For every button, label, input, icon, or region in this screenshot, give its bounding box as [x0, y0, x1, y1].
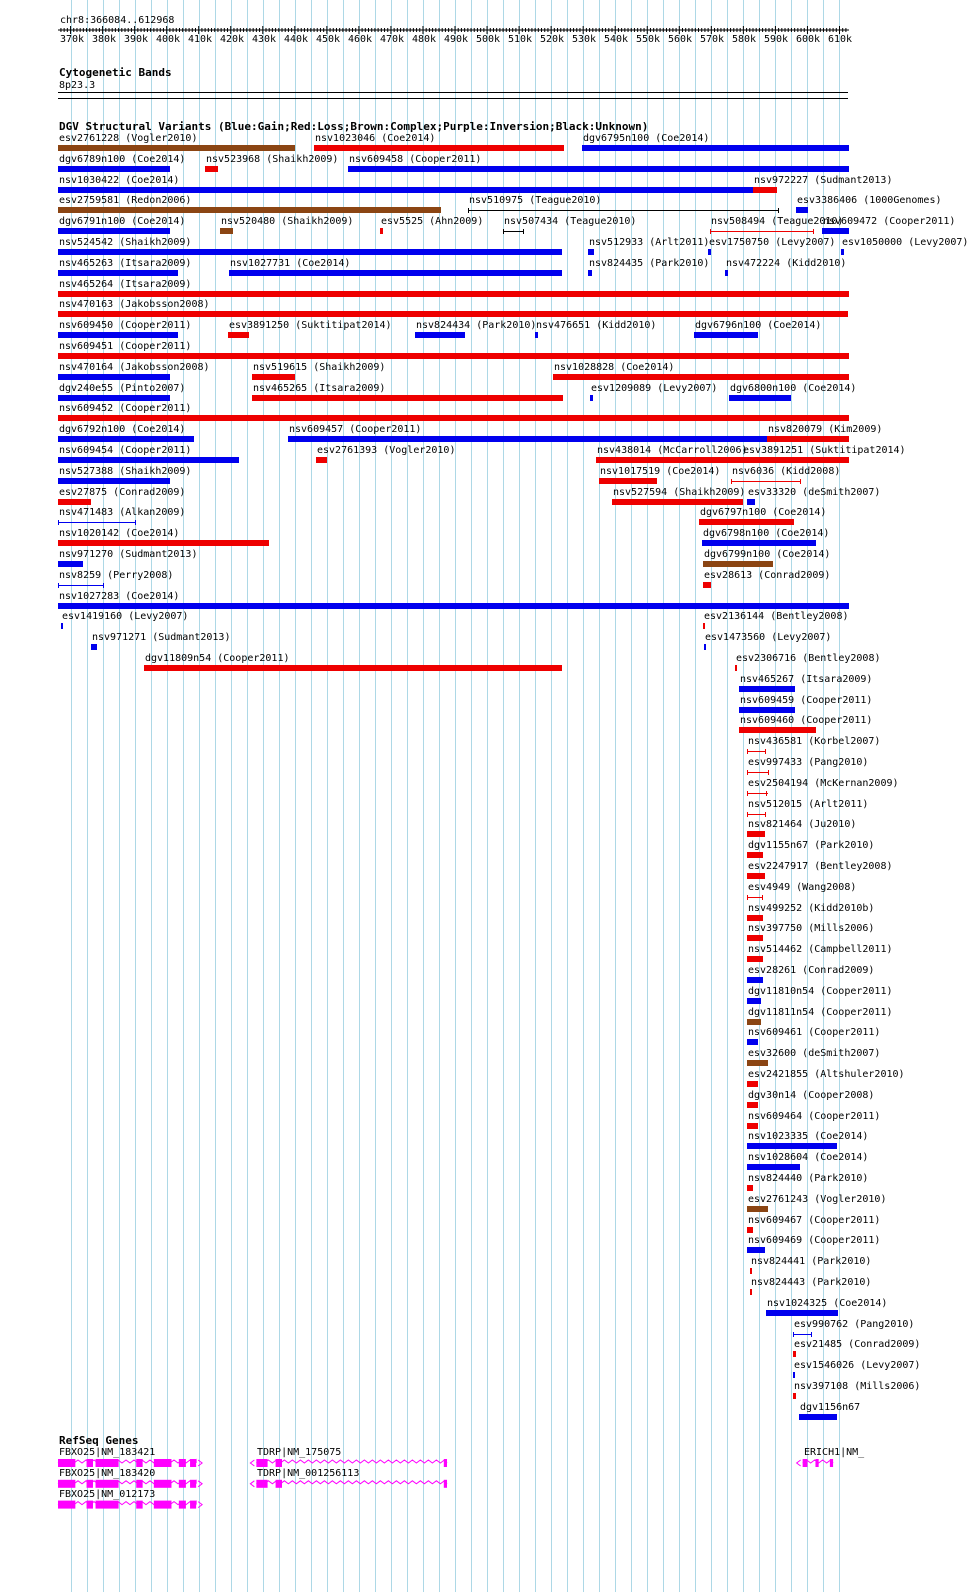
variant-label: nsv519615 (Shaikh2009)	[253, 362, 386, 373]
ruler-tick-label: 470k	[380, 34, 405, 45]
gene-exon	[96, 1459, 119, 1467]
variant-label: nsv824440 (Park2010)	[748, 1173, 869, 1184]
variant-label: nsv1023046 (Coe2014)	[315, 133, 436, 144]
gene-intron-line	[58, 1460, 196, 1463]
variant-label: nsv508494 (Teague2010)	[711, 216, 844, 227]
ruler-tick-label: 570k	[700, 34, 725, 45]
gene-intron-line	[58, 1481, 196, 1484]
variant-label: esv4949 (Wang2008)	[748, 882, 857, 893]
variant-label: esv3891250 (Suktitipat2014)	[229, 320, 392, 331]
ruler-tick-label: 590k	[764, 34, 789, 45]
variant-label: dgv1155n67 (Park2010)	[748, 840, 875, 851]
variant-label: dgv11810n54 (Cooper2011)	[748, 986, 893, 997]
ruler-tick-label: 440k	[284, 34, 309, 45]
variant-label: nsv507434 (Teague2010)	[504, 216, 637, 227]
gene-exon	[87, 1459, 93, 1467]
gene-exon	[444, 1480, 447, 1488]
gene-exon	[87, 1501, 93, 1509]
ruler-tick-label: 400k	[156, 34, 181, 45]
variant-label: nsv397750 (Mills2006)	[748, 923, 875, 934]
gene-exon	[136, 1480, 142, 1488]
gene-strand-arrow	[250, 1481, 254, 1487]
variant-label: esv2247917 (Bentley2008)	[748, 861, 893, 872]
variant-label: nsv609454 (Cooper2011)	[59, 445, 192, 456]
variant-label: nsv465265 (Itsara2009)	[253, 383, 386, 394]
variant-label: esv1750750 (Levy2007)	[709, 237, 836, 248]
variant-label: nsv609451 (Cooper2011)	[59, 341, 192, 352]
variant-label: dgv6798n100 (Coe2014)	[703, 528, 830, 539]
ruler-tick-label: 580k	[732, 34, 757, 45]
gene-strand-arrow	[198, 1502, 202, 1508]
variant-label: nsv609467 (Cooper2011)	[748, 1215, 881, 1226]
variant-label: dgv6795n100 (Coe2014)	[583, 133, 710, 144]
ruler-tick-label: 380k	[92, 34, 117, 45]
variant-label: nsv527388 (Shaikh2009)	[59, 466, 192, 477]
gene-intron-line	[256, 1460, 447, 1463]
gene-exon	[96, 1501, 119, 1509]
variant-label: nsv824443 (Park2010)	[751, 1277, 872, 1288]
variant-label: nsv397108 (Mills2006)	[794, 1381, 921, 1392]
variant-label: esv2761393 (Vogler2010)	[317, 445, 456, 456]
variant-label: nsv609458 (Cooper2011)	[349, 154, 482, 165]
gene-label: FBXO25|NM_183420	[59, 1468, 156, 1479]
gene-exon	[190, 1480, 196, 1488]
gene-strand-arrow	[797, 1460, 801, 1466]
variant-label: esv2759581 (Redon2006)	[59, 195, 192, 206]
gene-exon	[154, 1501, 172, 1509]
variant-label: nsv609469 (Cooper2011)	[748, 1235, 881, 1246]
gene-exon	[276, 1459, 282, 1467]
variant-label: nsv476651 (Kidd2010)	[536, 320, 657, 331]
variant-label: esv28613 (Conrad2009)	[704, 570, 831, 581]
variant-label: nsv824441 (Park2010)	[751, 1256, 872, 1267]
ruler-tick-label: 500k	[476, 34, 501, 45]
variant-label: nsv609457 (Cooper2011)	[289, 424, 422, 435]
variant-label: nsv824435 (Park2010)	[589, 258, 710, 269]
variant-label: esv33320 (deSmith2007)	[748, 487, 881, 498]
ruler-location-label: chr8:366084..612968	[60, 15, 175, 26]
variant-label: nsv609464 (Cooper2011)	[748, 1111, 881, 1122]
variant-label: nsv1028604 (Coe2014)	[748, 1152, 869, 1163]
variant-label: esv1419160 (Levy2007)	[62, 611, 189, 622]
gene-exon	[830, 1459, 833, 1467]
variant-label: nsv8259 (Perry2008)	[59, 570, 174, 581]
variant-label: dgv30n14 (Cooper2008)	[748, 1090, 875, 1101]
variant-label: nsv512933 (Arlt2011)	[589, 237, 710, 248]
ruler-tick-label: 410k	[188, 34, 213, 45]
variant-label: dgv6796n100 (Coe2014)	[695, 320, 822, 331]
ruler-tick-label: 550k	[636, 34, 661, 45]
variant-label: nsv971270 (Sudmant2013)	[59, 549, 198, 560]
variant-label: nsv499252 (Kidd2010b)	[748, 903, 875, 914]
variant-label: esv3891251 (Suktitipat2014)	[743, 445, 906, 456]
ruler-tick-label: 480k	[412, 34, 437, 45]
gene-intron-line	[58, 1502, 196, 1505]
variant-label: esv2421855 (Altshuler2010)	[748, 1069, 905, 1080]
variant-label: nsv438014 (McCarroll2006)	[597, 445, 748, 456]
variant-label: nsv1027283 (Coe2014)	[59, 591, 180, 602]
ruler-tick-label: 600k	[796, 34, 821, 45]
gene-label: TDRP|NM_001256113	[257, 1468, 360, 1479]
variant-label: nsv824434 (Park2010)	[416, 320, 537, 331]
ruler-tick-label: 370k	[60, 34, 85, 45]
gene-exon	[256, 1459, 267, 1467]
variant-label: esv32600 (deSmith2007)	[748, 1048, 881, 1059]
variant-label: nsv1030422 (Coe2014)	[59, 175, 180, 186]
variant-label: dgv1156n67	[800, 1402, 861, 1413]
ruler-tick-label: 420k	[220, 34, 245, 45]
ruler-tick-label: 520k	[540, 34, 565, 45]
gene-exon	[256, 1480, 267, 1488]
variant-label: nsv1028828 (Coe2014)	[554, 362, 675, 373]
variant-label: nsv1020142 (Coe2014)	[59, 528, 180, 539]
cytoband-label: 8p23.3	[59, 80, 96, 91]
variant-label: nsv471483 (Alkan2009)	[59, 507, 186, 518]
gene-label: ERICH1|NM_	[804, 1447, 865, 1458]
variant-label: esv997433 (Pang2010)	[748, 757, 869, 768]
gene-exon	[444, 1459, 447, 1467]
ruler-tick-label: 540k	[604, 34, 629, 45]
gene-exon	[179, 1459, 186, 1467]
variant-label: nsv470164 (Jakobsson2008)	[59, 362, 210, 373]
variant-label: esv1050000 (Levy2007)	[842, 237, 968, 248]
variant-label: esv2136144 (Bentley2008)	[704, 611, 849, 622]
gene-exon	[58, 1480, 75, 1488]
variant-label: nsv465264 (Itsara2009)	[59, 279, 192, 290]
gene-strand-arrow	[198, 1481, 202, 1487]
ruler-tick-label: 460k	[348, 34, 373, 45]
variant-label: nsv520480 (Shaikh2009)	[221, 216, 354, 227]
variant-label: dgv6800n100 (Coe2014)	[730, 383, 857, 394]
variant-label: nsv1017519 (Coe2014)	[600, 466, 721, 477]
variant-label: esv28261 (Conrad2009)	[748, 965, 875, 976]
cytoband-track-title: Cytogenetic Bands	[59, 66, 172, 79]
variant-label: esv3386406 (1000Genomes)	[797, 195, 942, 206]
variant-label: nsv971271 (Sudmant2013)	[92, 632, 231, 643]
variant-label: nsv470163 (Jakobsson2008)	[59, 299, 210, 310]
variant-label: dgv6789n100 (Coe2014)	[59, 154, 186, 165]
gene-exon	[803, 1459, 808, 1467]
gene-exon	[154, 1459, 172, 1467]
variant-label: esv2504194 (McKernan2009)	[748, 778, 899, 789]
variant-label: dgv11809n54 (Cooper2011)	[145, 653, 290, 664]
variant-label: nsv6036 (Kidd2008)	[732, 466, 841, 477]
ruler-tick-label: 450k	[316, 34, 341, 45]
variant-label: nsv609472 (Cooper2011)	[823, 216, 956, 227]
gene-exon	[154, 1480, 172, 1488]
variant-label: esv2306716 (Bentley2008)	[736, 653, 881, 664]
refseq-track-title: RefSeq Genes	[59, 1434, 139, 1447]
gene-exon	[136, 1459, 142, 1467]
variant-label: nsv465263 (Itsara2009)	[59, 258, 192, 269]
variant-label: nsv821464 (Ju2010)	[748, 819, 857, 830]
variant-label: nsv465267 (Itsara2009)	[740, 674, 873, 685]
ruler-tick-label: 510k	[508, 34, 533, 45]
variant-label: nsv972227 (Sudmant2013)	[754, 175, 893, 186]
gene-strand-arrow	[198, 1460, 202, 1466]
variant-label: nsv1023335 (Coe2014)	[748, 1131, 869, 1142]
ruler-tick-label: 490k	[444, 34, 469, 45]
gene-label: FBXO25|NM_012173	[59, 1489, 156, 1500]
variant-label: nsv512015 (Arlt2011)	[748, 799, 869, 810]
variant-label: dgv6799n100 (Coe2014)	[704, 549, 831, 560]
variant-label: dgv6792n100 (Coe2014)	[59, 424, 186, 435]
gene-label: TDRP|NM_175075	[257, 1447, 342, 1458]
gene-exon	[190, 1501, 196, 1509]
ruler-tick-label: 560k	[668, 34, 693, 45]
variant-label: esv27875 (Conrad2009)	[59, 487, 186, 498]
variant-label: esv2761228 (Vogler2010)	[59, 133, 198, 144]
ruler-tick-label: 430k	[252, 34, 277, 45]
variant-label: esv1209089 (Levy2007)	[591, 383, 718, 394]
gene-exon	[815, 1459, 818, 1467]
variant-label: nsv510975 (Teague2010)	[469, 195, 602, 206]
gene-exon	[58, 1459, 75, 1467]
variant-label: nsv820079 (Kim2009)	[768, 424, 883, 435]
variant-label: dgv240e55 (Pinto2007)	[59, 383, 186, 394]
variant-label: esv1473560 (Levy2007)	[705, 632, 832, 643]
gene-exon	[136, 1501, 142, 1509]
variant-label: nsv609459 (Cooper2011)	[740, 695, 873, 706]
gene-exon	[276, 1480, 282, 1488]
gene-intron-line	[256, 1481, 447, 1484]
variant-label: nsv523968 (Shaikh2009)	[206, 154, 339, 165]
variant-label: nsv609452 (Cooper2011)	[59, 403, 192, 414]
gene-label: FBXO25|NM_183421	[59, 1447, 156, 1458]
ruler-tick-label: 530k	[572, 34, 597, 45]
gene-exon	[58, 1501, 75, 1509]
variant-label: esv5525 (Ahn2009)	[381, 216, 484, 227]
variant-label: nsv527594 (Shaikh2009)	[613, 487, 746, 498]
variant-label: nsv436581 (Korbel2007)	[748, 736, 881, 747]
dgv-track-title: DGV Structural Variants (Blue:Gain;Red:Loss;Brown:Complex;Purple:Inversion;Black:Unknown)	[59, 120, 649, 133]
variant-label: nsv1027731 (Coe2014)	[230, 258, 351, 269]
variant-label: nsv472224 (Kidd2010)	[726, 258, 847, 269]
gene-exon	[96, 1480, 119, 1488]
ruler-tick-label: 390k	[124, 34, 149, 45]
variant-label: nsv609461 (Cooper2011)	[748, 1027, 881, 1038]
ruler-tick-label: 610k	[828, 34, 853, 45]
variant-label: nsv524542 (Shaikh2009)	[59, 237, 192, 248]
variant-label: esv1546026 (Levy2007)	[794, 1360, 921, 1371]
gene-exon	[190, 1459, 196, 1467]
gene-exon	[179, 1480, 186, 1488]
variant-label: nsv609450 (Cooper2011)	[59, 320, 192, 331]
gene-exon	[87, 1480, 93, 1488]
variant-label: dgv6797n100 (Coe2014)	[700, 507, 827, 518]
variant-label: dgv11811n54 (Cooper2011)	[748, 1007, 893, 1018]
variant-label: nsv1024325 (Coe2014)	[767, 1298, 888, 1309]
variant-label: esv2761243 (Vogler2010)	[748, 1194, 887, 1205]
variant-label: esv21485 (Conrad2009)	[794, 1339, 921, 1350]
variant-label: esv990762 (Pang2010)	[794, 1319, 915, 1330]
variant-label: dgv6791n100 (Coe2014)	[59, 216, 186, 227]
variant-label: nsv514462 (Campbell2011)	[748, 944, 893, 955]
gene-strand-arrow	[250, 1460, 254, 1466]
variant-label: nsv609460 (Cooper2011)	[740, 715, 873, 726]
gene-exon	[179, 1501, 186, 1509]
